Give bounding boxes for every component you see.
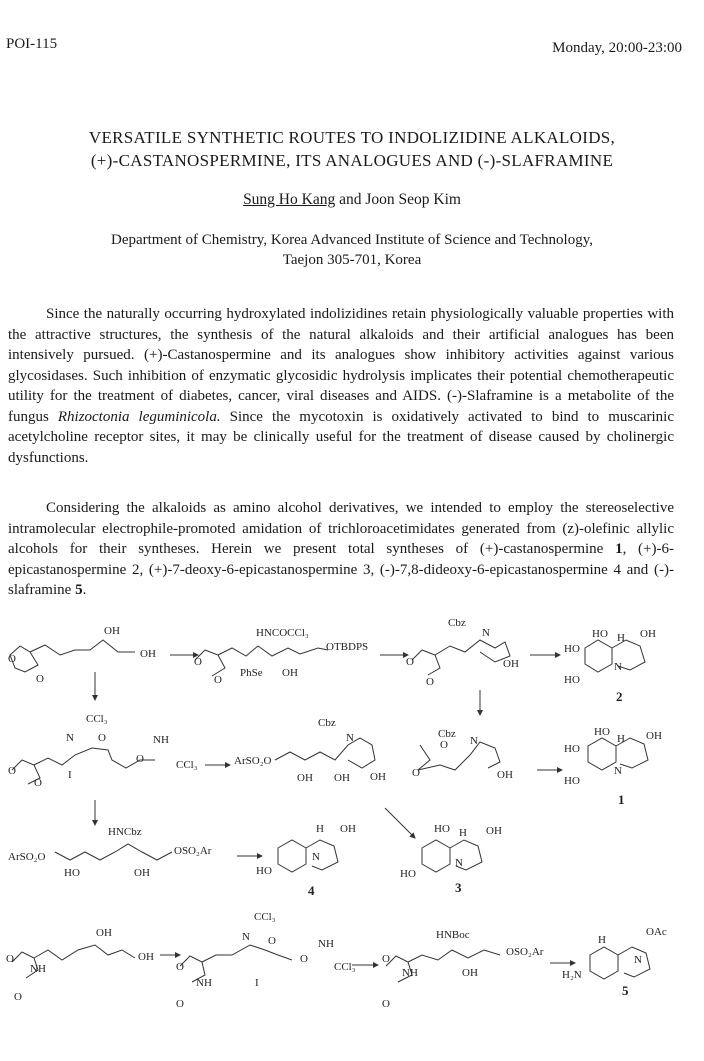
atom-label: N	[242, 931, 250, 943]
p2-text-mid: , (+)-6-epicastanospermine 2, (+)-7-deoxy-6-epicastanospermine 3, (-)-7,8-dideoxy-6-epicastanospermine 4 and (-)-slaframine	[8, 541, 674, 598]
title-line-2: (+)-CASTANOSPERMINE, ITS ANALOGUES AND (-)-SLAFRAMINE	[90, 151, 614, 170]
atom-label: HNBoc	[436, 929, 470, 941]
atom-label: OH	[297, 772, 313, 784]
abstract-code: POI-115	[6, 36, 58, 52]
atom-label: CCl₃	[334, 961, 356, 973]
atom-label: Cbz	[448, 617, 466, 629]
atom-label: H	[598, 934, 606, 946]
atom-label: N	[482, 627, 490, 639]
atom-label: NH	[402, 967, 418, 979]
atom-label: O	[194, 656, 202, 668]
atom-label: HO	[594, 726, 610, 738]
arrow	[385, 808, 415, 838]
author-conjunction: and	[335, 191, 366, 208]
atom-label: N	[66, 732, 74, 744]
p1-text-end: Since the mycotoxin is oxidatively activated to bind to muscarinic acetylcholine receptor sites, it may be clinically useful for the treatment of disease caused by cholinergic dysfunctions.	[8, 408, 674, 466]
atom-label: H	[617, 733, 625, 745]
atom-label: OH	[104, 625, 120, 637]
atom-label: O	[36, 673, 44, 685]
atom-label: Cbz	[438, 728, 456, 740]
atom-label: O	[382, 998, 390, 1010]
atom-label: O	[6, 953, 14, 965]
atom-label: HO	[256, 865, 272, 877]
atom-label: N	[634, 954, 642, 966]
atom-label: HNCOCCl₃	[256, 627, 309, 639]
atom-label: O	[300, 953, 308, 965]
atom-label: OH	[462, 967, 478, 979]
compound-number: 2	[616, 689, 623, 704]
atom-label: O	[14, 991, 22, 1003]
atom-label: OH	[486, 825, 502, 837]
scheme-labels	[6, 617, 667, 1010]
atom-label: NH	[30, 963, 46, 975]
compound-numbers	[308, 689, 629, 998]
atom-label: O	[440, 739, 448, 751]
atom-label: OH	[134, 867, 150, 879]
atom-label: O	[98, 732, 106, 744]
atom-label: N	[346, 732, 354, 744]
atom-label: NH	[318, 938, 334, 950]
compound-number: 1	[618, 792, 625, 807]
atom-label: ArSO₂O	[234, 755, 272, 767]
atom-label: OH	[340, 823, 356, 835]
atom-label: N	[455, 857, 463, 869]
atom-label: O	[426, 676, 434, 688]
atom-label: NH	[153, 734, 169, 746]
atom-label: OH	[140, 648, 156, 660]
coauthor: Joon Seop Kim	[365, 191, 461, 208]
atom-label: O	[382, 953, 390, 965]
atom-label: H₂N	[562, 969, 582, 981]
atom-label: O	[214, 674, 222, 686]
atom-label: HO	[64, 867, 80, 879]
atom-label: CCl₃	[254, 911, 276, 923]
atom-label: PhSe	[240, 667, 263, 679]
atom-label: NH	[196, 977, 212, 989]
atom-label: OH	[503, 658, 519, 670]
atom-label: OSO₂Ar	[174, 845, 212, 857]
session-time: Monday, 20:00-23:00	[552, 40, 682, 56]
p2-text: Considering the alkaloids as amino alcohol derivatives, we intended to employ the stereoselective intramolecular electrophile-promoted amidation of trichloroacetimidates generated from (z)-olefinic allylic alcohols for their syntheses. Herein we present total syntheses of (+)-castanospermine	[8, 500, 674, 557]
atom-label: HO	[564, 643, 580, 655]
atom-label: HNCbz	[108, 826, 142, 838]
compound-ref-5: 5	[75, 582, 83, 598]
atom-label: N	[614, 661, 622, 673]
atom-label: HO	[434, 823, 450, 835]
species-name: Rhizoctonia leguminicola.	[57, 408, 221, 425]
compound-ref-1: 1	[615, 541, 623, 557]
atom-label: OH	[138, 951, 154, 963]
compound-number: 5	[622, 983, 629, 998]
presenting-author: Sung Ho Kang	[243, 191, 336, 208]
atom-label: H	[617, 632, 625, 644]
atom-label: OSO₂Ar	[506, 946, 544, 958]
atom-label: OH	[96, 927, 112, 939]
atom-label: O	[136, 753, 144, 765]
atom-label: I	[68, 769, 72, 781]
reaction-arrows	[95, 655, 575, 965]
atom-label: N	[312, 851, 320, 863]
atom-label: ArSO₂O	[8, 851, 46, 863]
atom-label: OH	[646, 730, 662, 742]
atom-label: O	[176, 961, 184, 973]
compound-number: 4	[308, 883, 315, 898]
atom-label: OH	[640, 628, 656, 640]
atom-label: OH	[282, 667, 298, 679]
atom-label: HO	[592, 628, 608, 640]
atom-label: OAc	[646, 926, 667, 938]
atom-label: Cbz	[318, 717, 336, 729]
atom-label: OH	[370, 771, 386, 783]
atom-label: O	[268, 935, 276, 947]
p1-text: Since the naturally occurring hydroxylated indolizidines retain physiologically valuable properties with the attractive structures, the synthesis of the natural alkaloids and their artificial analogues has been intensively pursued. (+)-Castanospermine and its analogues show inhibitory activities against various glycosidases. Such inhibition of enzymatic glycosidic hydrolysis implicates their potential chemotherapeutic utility for the treatment of diabetes, cancer, viral diseases and AIDS. (-)-Slaframine is a metabolite of the fungus	[8, 306, 674, 425]
atom-label: O	[412, 767, 420, 779]
atom-label: I	[255, 977, 259, 989]
atom-label: O	[406, 656, 414, 668]
atom-label: HO	[564, 743, 580, 755]
atom-label: OH	[334, 772, 350, 784]
p2-text-end: .	[82, 582, 87, 598]
atom-label: CCl₃	[86, 713, 108, 725]
atom-label: OH	[497, 769, 513, 781]
atom-label: H	[316, 823, 324, 835]
atom-label: CCl₃	[176, 759, 198, 771]
title-line-1: VERSATILE SYNTHETIC ROUTES TO INDOLIZIDINE ALKALOIDS,	[88, 128, 616, 147]
affiliation-line-2: Taejon 305-701, Korea	[282, 252, 422, 268]
atom-label: HO	[564, 775, 580, 787]
atom-label: O	[8, 765, 16, 777]
atom-label: N	[614, 765, 622, 777]
compound-number: 3	[455, 880, 462, 895]
atom-label: N	[470, 735, 478, 747]
atom-label: OTBDPS	[326, 641, 369, 653]
atom-label: HO	[564, 674, 580, 686]
atom-label: O	[34, 777, 42, 789]
affiliation-line-1: Department of Chemistry, Korea Advanced Institute of Science and Technology,	[111, 232, 593, 248]
atom-label: O	[8, 653, 16, 665]
atom-label: H	[459, 827, 467, 839]
atom-label: HO	[400, 868, 416, 880]
atom-label: O	[176, 998, 184, 1010]
